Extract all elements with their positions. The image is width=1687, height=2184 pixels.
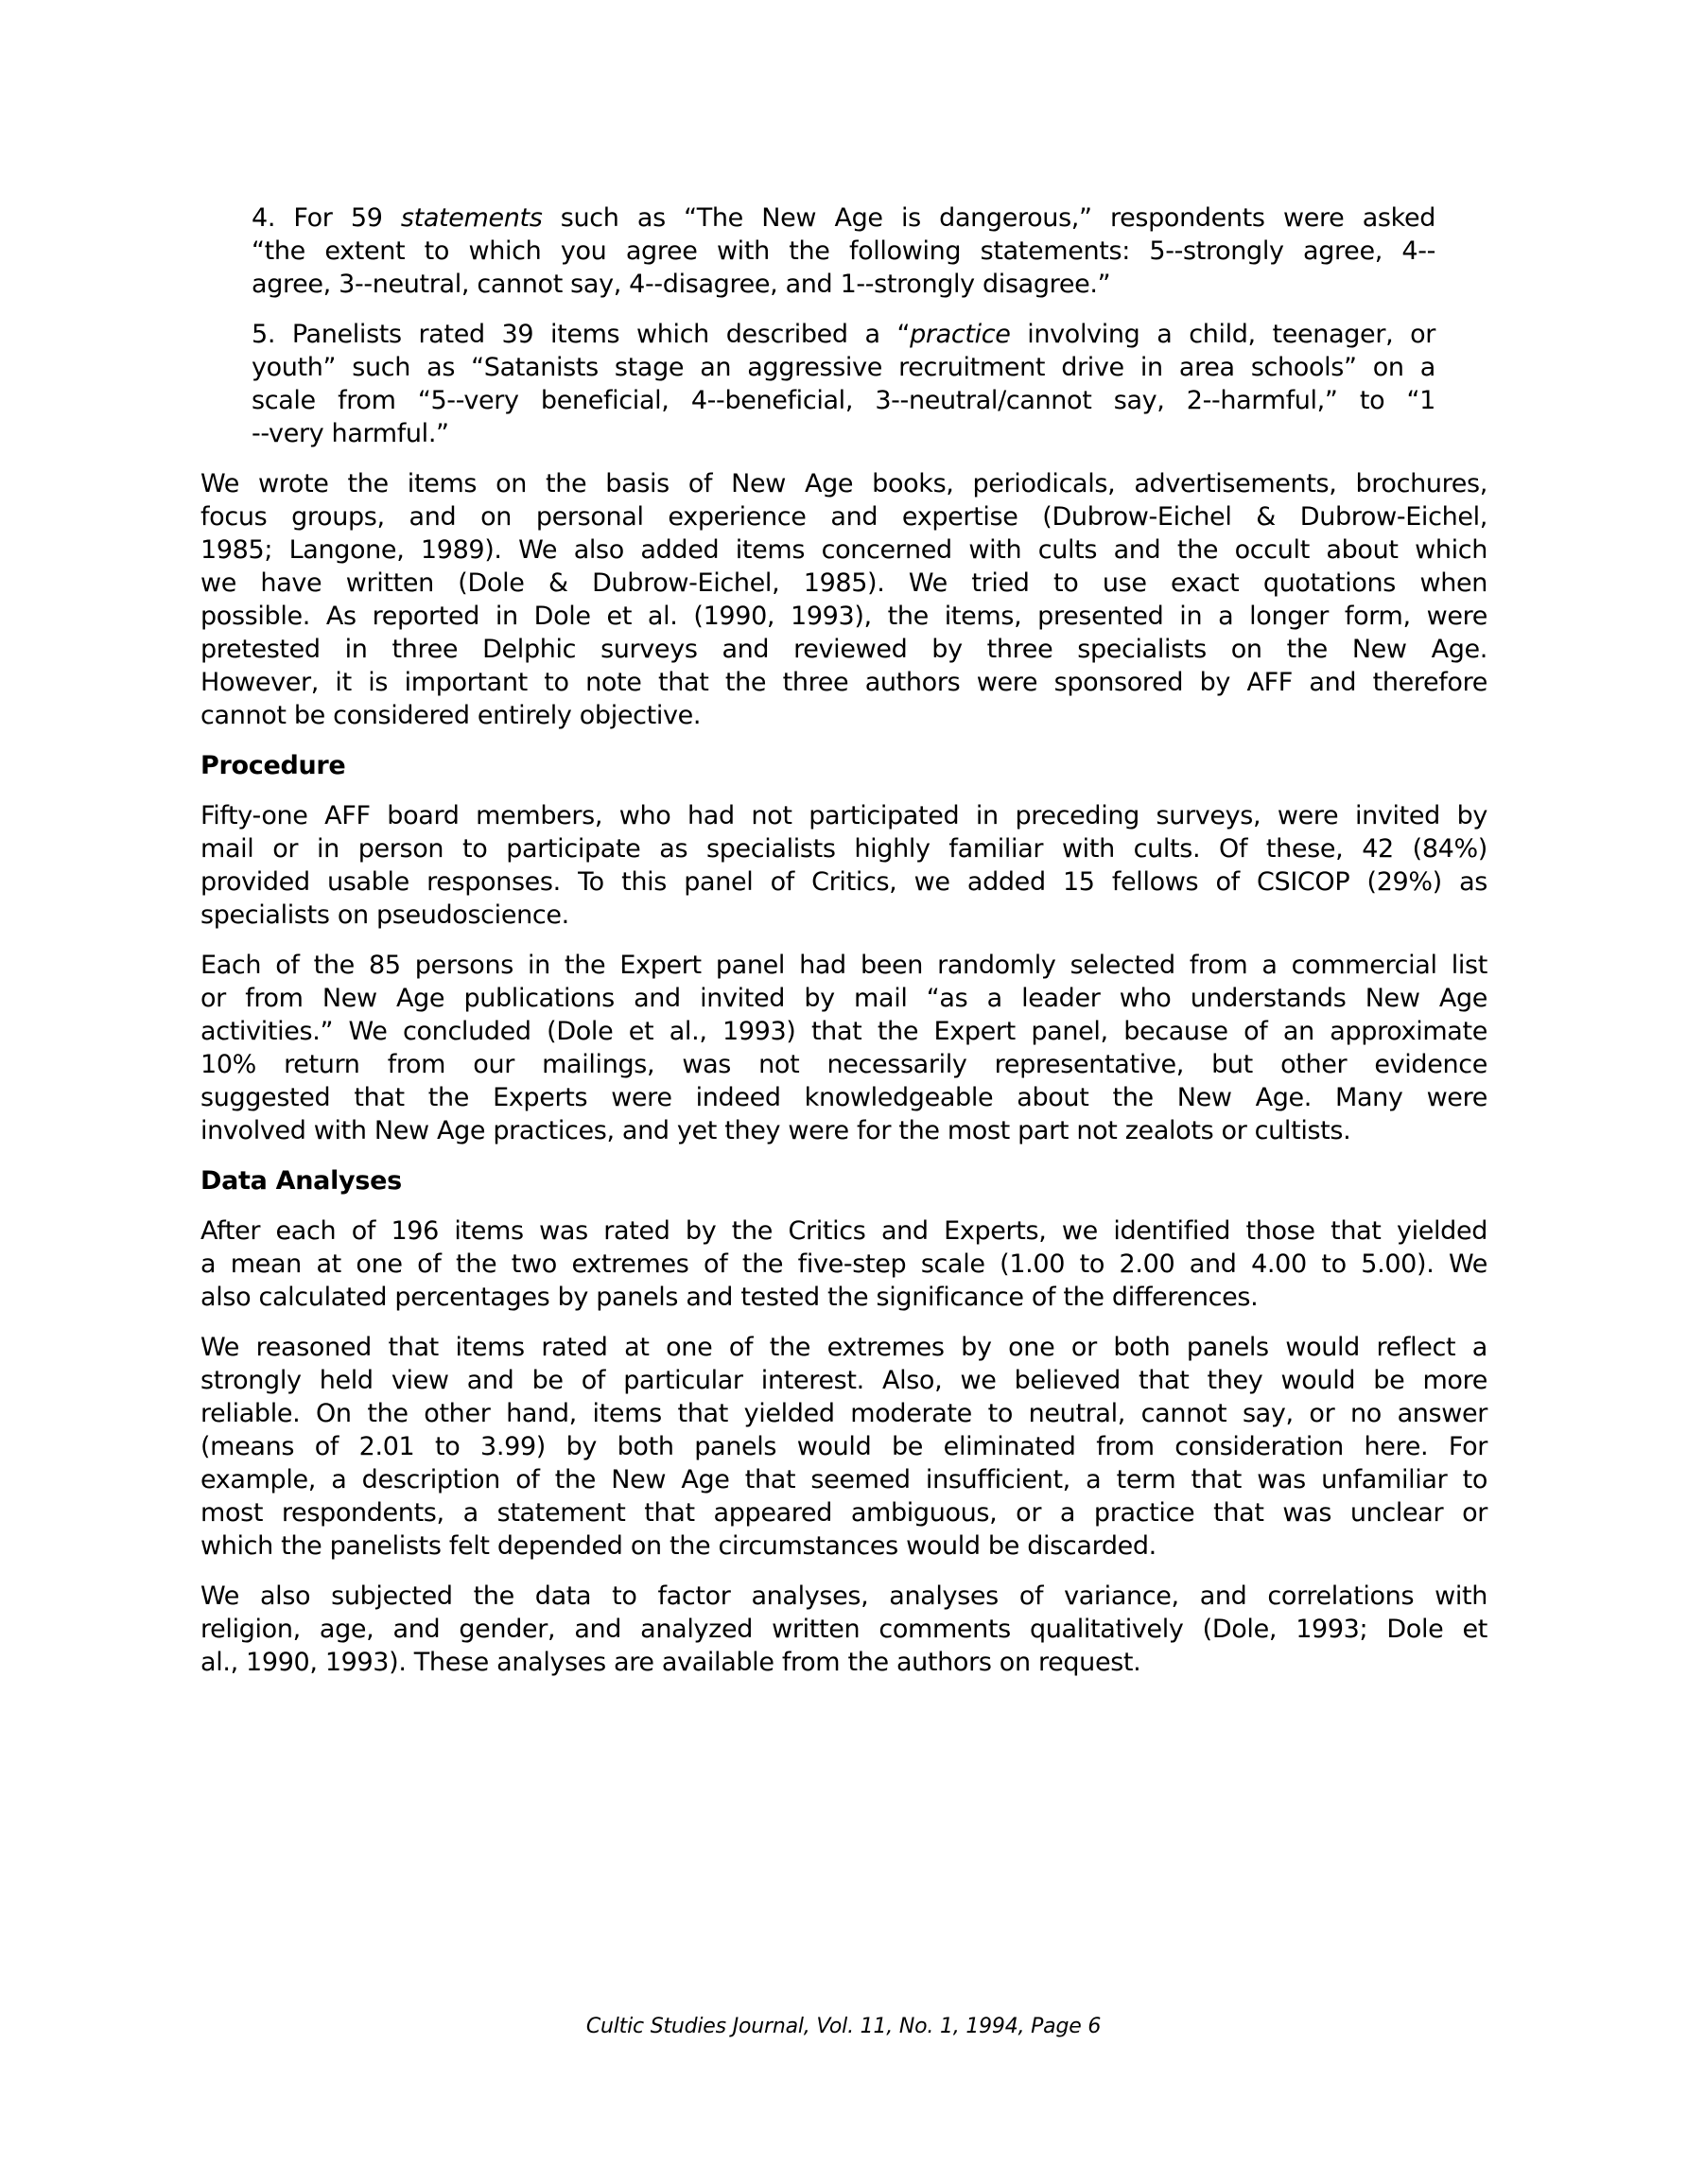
text-line	[252, 351, 1435, 384]
text-line: al., 1990, 1993). These analyses are available from the authors on request.	[200, 1648, 1141, 1677]
text-line: We wrote the items on the basis of New Age books, periodicals, advertisements, brochures,	[200, 469, 1487, 498]
text-line	[252, 384, 1435, 417]
section-heading: Procedure	[200, 751, 346, 780]
text-line: or from New Age publications and invited by mail “as a leader who understands New Age	[200, 984, 1487, 1013]
text-line: we have written (Dole & Dubrow-Eichel, 1985). We tried to use exact quotations when	[200, 568, 1487, 598]
text-run: 4. For 59	[252, 203, 401, 233]
text-line: most respondents, a statement that appeared ambiguous, or a practice that was unclear or	[200, 1498, 1487, 1528]
paragraph	[200, 467, 1487, 732]
text-line	[252, 318, 1435, 351]
text-line: After each of 196 items was rated by the Critics and Experts, we identified those that yielded	[200, 1216, 1487, 1246]
text-line: possible. As reported in Dole et al. (1990, 1993), the items, presented in a longer form, were	[200, 602, 1487, 631]
text-line	[252, 201, 1435, 235]
italic-term: statements	[400, 203, 543, 233]
text-line: Fifty-one AFF board members, who had not participated in preceding surveys, were invited by	[200, 801, 1487, 830]
text-line: 10% return from our mailings, was not necessarily representative, but other evidence	[200, 1050, 1487, 1079]
text-line	[252, 268, 1435, 301]
text-line: which the panelists felt depended on the circumstances would be discarded.	[200, 1531, 1157, 1561]
text-run: scale from “5--very beneficial, 4--beneficial, 3--neutral/cannot say, 2--harmful,” to “1	[252, 386, 1435, 415]
text-line: activities.” We concluded (Dole et al., 1993) that the Expert panel, because of an approximate	[200, 1017, 1487, 1046]
text-line: involved with New Age practices, and yet they were for the most part not zealots or cultists.	[200, 1116, 1351, 1145]
text-line: However, it is important to note that the three authors were sponsored by AFF and therefore	[200, 668, 1487, 697]
paragraph	[200, 1331, 1487, 1563]
text-line: We also subjected the data to factor analyses, analyses of variance, and correlations with	[200, 1581, 1487, 1611]
text-line: religion, age, and gender, and analyzed written comments qualitatively (Dole, 1993; Dole et	[200, 1615, 1487, 1644]
list-item-4	[252, 201, 1435, 301]
text-line: also calculated percentages by panels and tested the significance of the differences.	[200, 1283, 1259, 1312]
text-line: provided usable responses. To this panel of Critics, we added 15 fellows of CSICOP (29%) as	[200, 867, 1487, 897]
numbered-list	[200, 201, 1487, 450]
text-run: 5. Panelists rated 39 items which described a “	[252, 320, 911, 349]
paragraph	[200, 799, 1487, 932]
text-run: --very harmful.”	[252, 419, 449, 448]
text-line	[252, 235, 1435, 268]
text-line	[252, 417, 1435, 450]
text-line: 1985; Langone, 1989). We also added items concerned with cults and the occult about which	[200, 535, 1487, 565]
text-run: such as “The New Age is dangerous,” respondents were asked	[542, 203, 1436, 233]
text-line: strongly held view and be of particular interest. Also, we believed that they would be more	[200, 1366, 1487, 1395]
text-run: youth” such as “Satanists stage an aggressive recruitment drive in area schools” on a	[252, 353, 1435, 382]
page-body	[200, 201, 1487, 1696]
paragraph	[200, 949, 1487, 1147]
section-heading: Data Analyses	[200, 1166, 402, 1196]
section-procedure	[200, 749, 1487, 1147]
text-run: agree, 3--neutral, cannot say, 4--disagree, and 1--strongly disagree.”	[252, 270, 1111, 299]
text-line: example, a description of the New Age that seemed insufficient, a term that was unfamiliar to	[200, 1465, 1487, 1494]
text-line: Each of the 85 persons in the Expert panel had been randomly selected from a commercial list	[200, 951, 1487, 980]
text-line: a mean at one of the two extremes of the five-step scale (1.00 to 2.00 and 4.00 to 5.00). We	[200, 1249, 1487, 1279]
text-line: cannot be considered entirely objective.	[200, 701, 702, 730]
section-intro	[200, 467, 1487, 732]
section-data-analyses	[200, 1164, 1487, 1679]
text-line: (means of 2.01 to 3.99) by both panels would be eliminated from consideration here. For	[200, 1432, 1487, 1461]
page-footer: Cultic Studies Journal, Vol. 11, No. 1, 1994, Page 6	[585, 2015, 1102, 2038]
list-item-5	[252, 318, 1435, 450]
paragraph	[200, 1214, 1487, 1314]
sections	[200, 467, 1487, 1679]
text-run: involving a child, teenager, or	[1010, 320, 1435, 349]
text-line: focus groups, and on personal experience and expertise (Dubrow-Eichel & Dubrow-Eichel,	[200, 502, 1487, 532]
text-line: suggested that the Experts were indeed knowledgeable about the New Age. Many were	[200, 1083, 1487, 1112]
text-line: We reasoned that items rated at one of the extremes by one or both panels would reflect a	[200, 1333, 1487, 1362]
text-line: pretested in three Delphic surveys and reviewed by three specialists on the New Age.	[200, 635, 1487, 664]
text-run: “the extent to which you agree with the following statements: 5--strongly agree, 4--	[252, 236, 1435, 266]
text-line: reliable. On the other hand, items that yielded moderate to neutral, cannot say, or no answer	[200, 1399, 1487, 1428]
text-line: specialists on pseudoscience.	[200, 900, 569, 930]
italic-term: practice	[910, 320, 1011, 349]
paragraph	[200, 1580, 1487, 1679]
text-line: mail or in person to participate as specialists highly familiar with cults. Of these, 42 (84%)	[200, 834, 1487, 864]
